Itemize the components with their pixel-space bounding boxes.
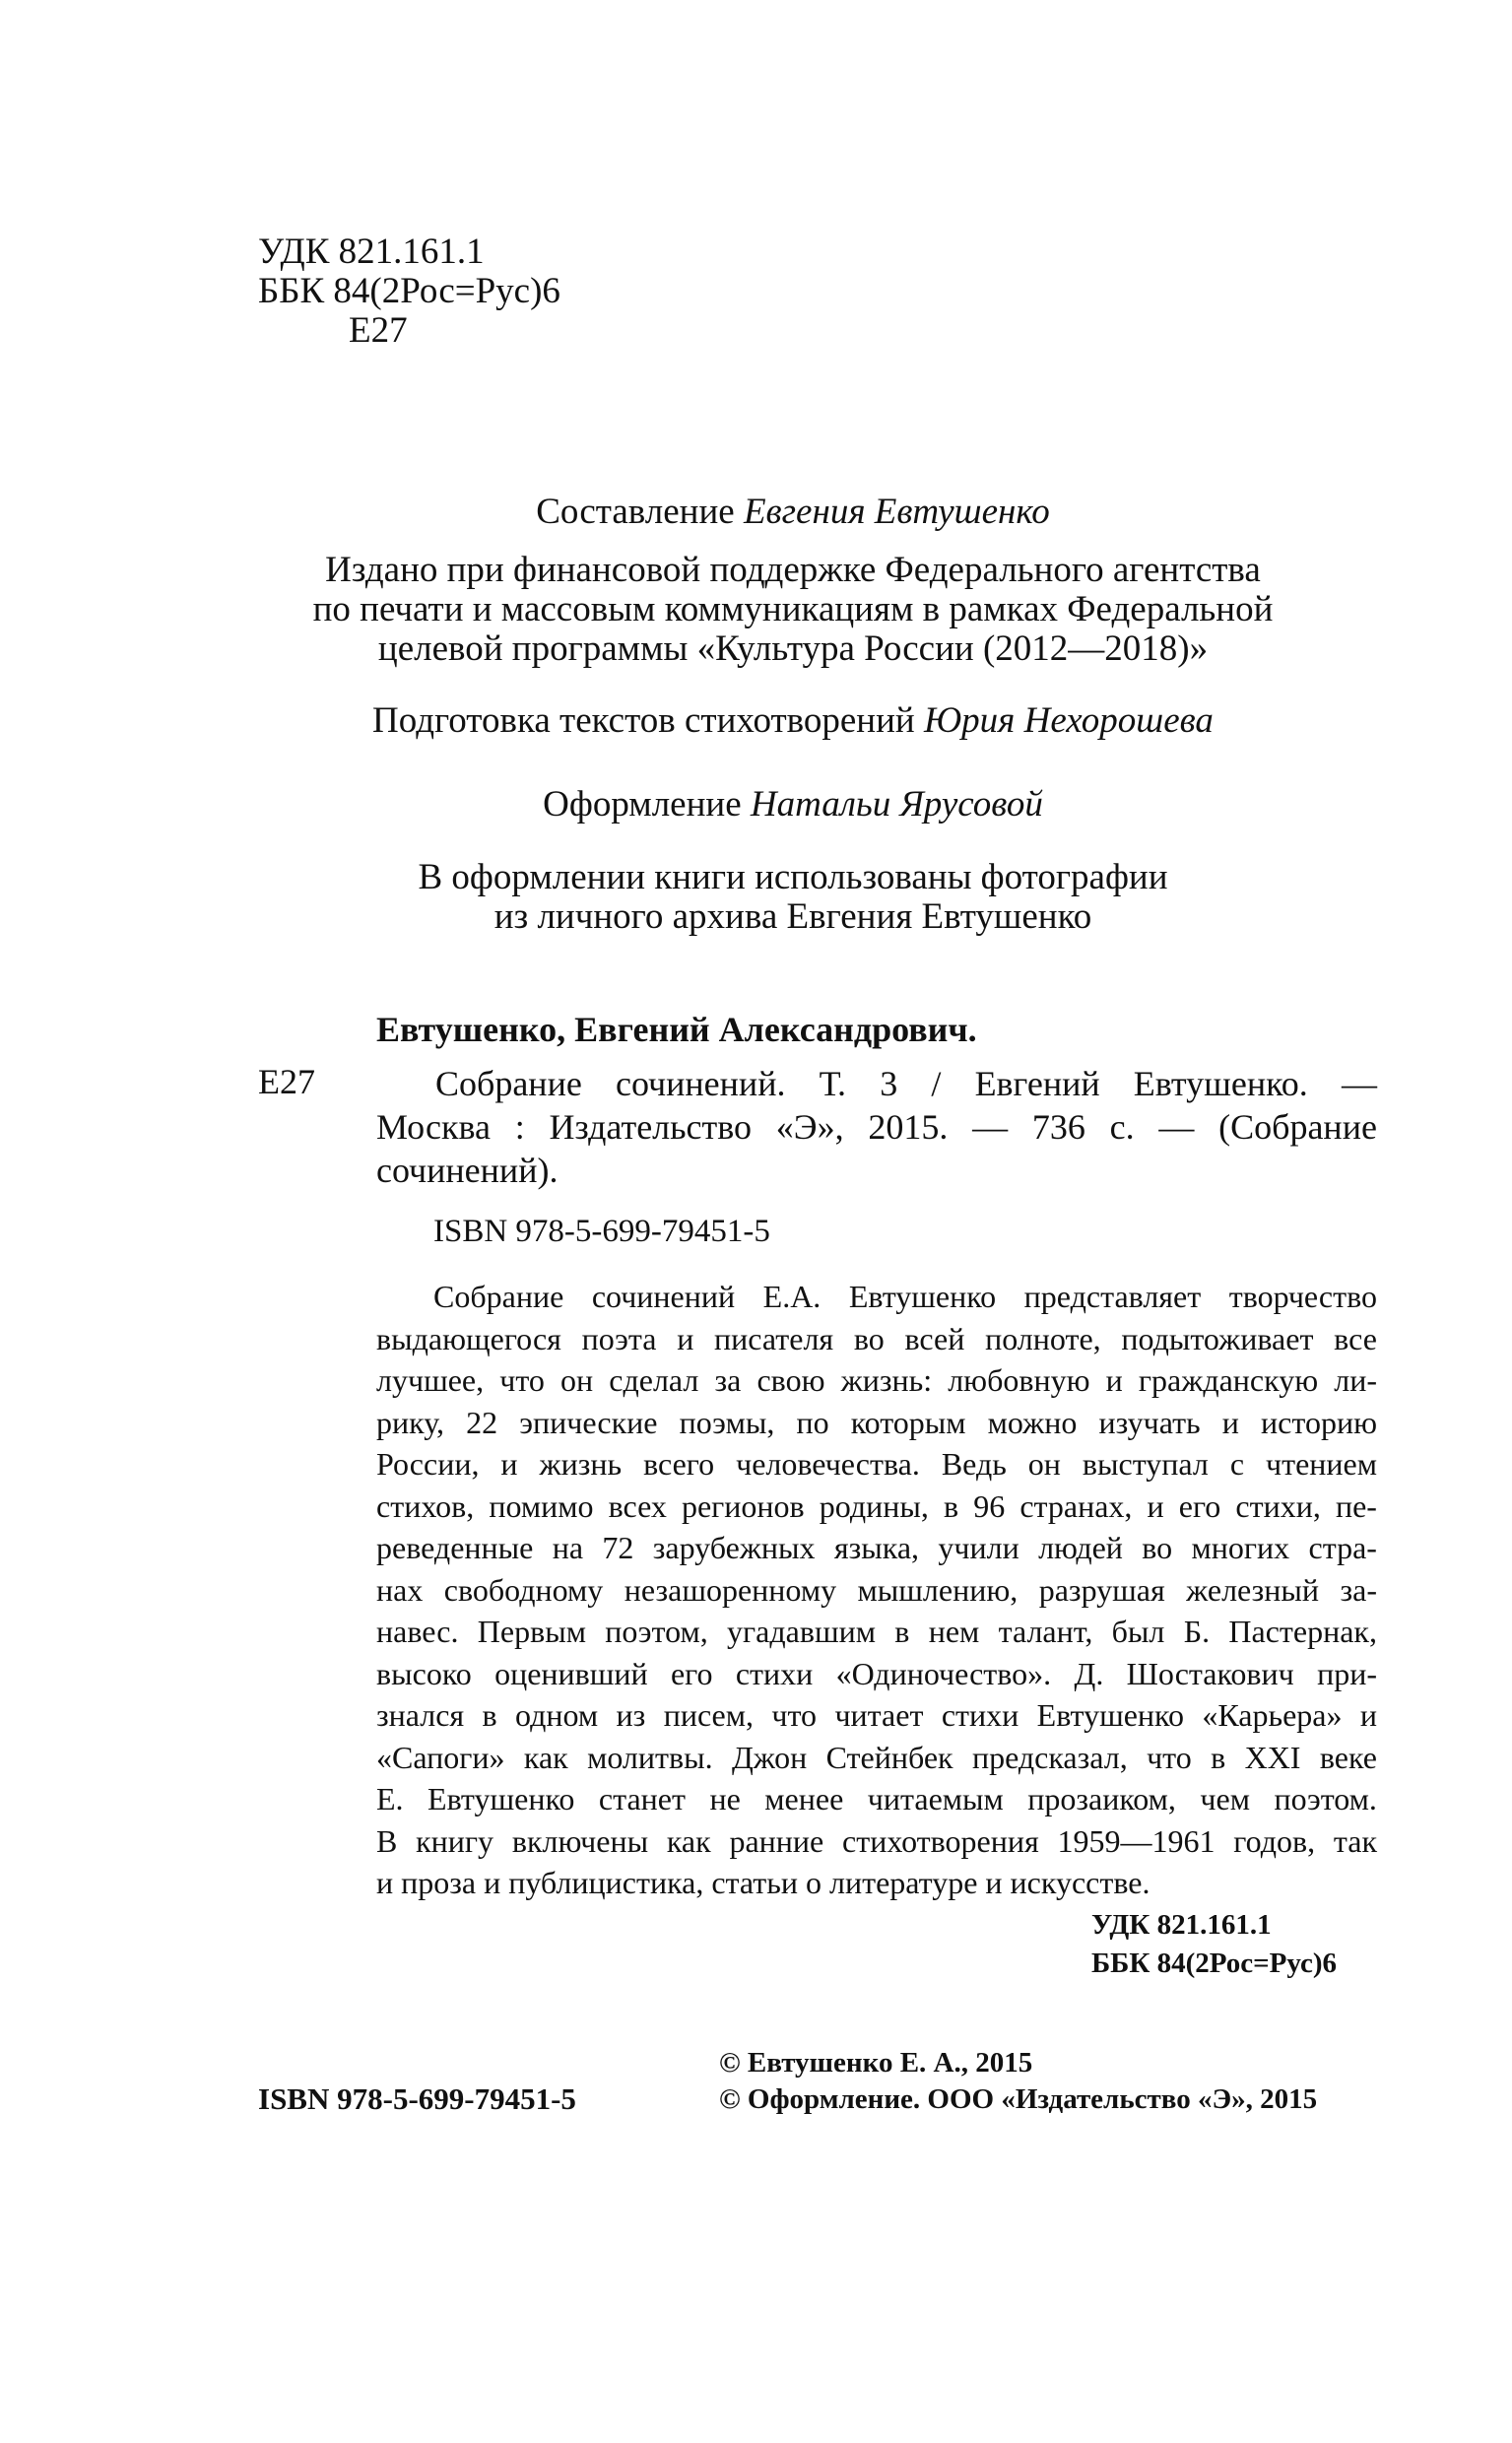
word: в xyxy=(943,1487,959,1524)
copyright-design: © Оформление. ООО «Издательство «Э», 2015 xyxy=(719,2083,1318,2115)
word: помимо xyxy=(489,1487,594,1524)
word: «Карьера» xyxy=(1202,1697,1343,1733)
word: высоко xyxy=(376,1655,472,1691)
word: Первым xyxy=(477,1614,586,1649)
word: «Одиночество». xyxy=(835,1655,1052,1691)
photo-credit: В оформлении книги использованы фотографии из личного архива Евгения Евтушенко xyxy=(418,857,1168,937)
support-statement: Издано при финансовой поддержке Федерального агентства по печати и массовым коммуникациям в рамках Федеральной целевой программы «Культура России (2012—2018)» xyxy=(312,550,1274,669)
word: как xyxy=(666,1822,711,1859)
editor-name: Юрия Нехорошева xyxy=(923,700,1214,741)
word: многих xyxy=(1191,1530,1290,1565)
word: 96 xyxy=(973,1487,1006,1524)
word: годов, xyxy=(1233,1822,1316,1859)
word: был xyxy=(1111,1614,1165,1649)
word: учили xyxy=(938,1530,1019,1565)
annotation-line xyxy=(376,1486,1377,1528)
udk-code: УДК 821.161.1 xyxy=(258,231,485,272)
word: изучать xyxy=(1098,1404,1201,1440)
word: незашоренному xyxy=(624,1571,837,1608)
word: с. xyxy=(1109,1107,1135,1147)
word: и xyxy=(1147,1487,1164,1524)
word: странах, xyxy=(1019,1487,1133,1524)
word: Евгений xyxy=(974,1064,1100,1103)
word: оценивший xyxy=(494,1655,648,1691)
word: Б. xyxy=(1183,1614,1211,1649)
word: писем, xyxy=(663,1697,754,1733)
word: Джон xyxy=(731,1739,808,1775)
word: талант, xyxy=(998,1614,1093,1649)
annotation-line xyxy=(376,1820,1377,1863)
compiler-name: Евгения Евтушенко xyxy=(743,492,1050,532)
annotation-line xyxy=(376,1318,1377,1360)
footer-udk: УДК 821.161.1 xyxy=(1091,1909,1272,1941)
word: книгу xyxy=(416,1822,494,1859)
bibliographic-line xyxy=(376,1149,1377,1192)
word: он xyxy=(1027,1446,1061,1482)
word: сочинений xyxy=(591,1279,736,1314)
word: языка, xyxy=(833,1530,920,1565)
word: можно xyxy=(987,1404,1078,1440)
word: поэмы, xyxy=(679,1404,775,1440)
word: регионов xyxy=(681,1487,805,1524)
word: Собрание xyxy=(435,1064,582,1103)
word: «Сапоги» xyxy=(376,1739,505,1775)
footer-isbn: ISBN 978-5-699-79451-5 xyxy=(258,2081,576,2116)
word: Шостакович xyxy=(1126,1655,1294,1691)
word: : xyxy=(514,1107,525,1147)
word: за xyxy=(714,1362,742,1398)
word: гражданскую xyxy=(1138,1362,1319,1398)
bibliographic-sign: Е27 xyxy=(258,1062,315,1101)
word: XXI xyxy=(1244,1739,1301,1775)
word: он xyxy=(560,1362,594,1398)
word: менее xyxy=(764,1781,844,1816)
isbn-record: ISBN 978-5-699-79451-5 xyxy=(433,1214,770,1249)
word: поэтом. xyxy=(1274,1781,1377,1816)
word: нем xyxy=(928,1614,980,1649)
word: сочинений). xyxy=(376,1151,559,1190)
word: нах xyxy=(376,1571,424,1608)
design-credit: Оформление Натальи Ярусовой xyxy=(543,784,1043,825)
word: стихи xyxy=(941,1697,1019,1733)
word: так xyxy=(1333,1822,1377,1859)
footer-classification-codes xyxy=(1091,1906,1337,1983)
word: с xyxy=(1229,1446,1245,1482)
word: веке xyxy=(1319,1739,1377,1775)
word: чем xyxy=(1200,1781,1250,1816)
word: и проза и публицистика, статьи о литературе и искусстве. xyxy=(376,1865,1150,1900)
word: на xyxy=(552,1530,584,1565)
bbk-code: ББК 84(2Рос=Рус)6 xyxy=(258,271,560,311)
word: одном xyxy=(515,1697,599,1733)
designer-name: Натальи Ярусовой xyxy=(750,784,1043,825)
word: читаемым xyxy=(867,1781,1004,1816)
word: Т. xyxy=(819,1064,847,1103)
annotation-line xyxy=(376,1276,1377,1318)
word: что xyxy=(771,1697,818,1733)
word: историю xyxy=(1261,1404,1377,1440)
word: выступал xyxy=(1082,1446,1209,1482)
word: (Собрание xyxy=(1218,1107,1377,1147)
annotation-line xyxy=(376,1402,1377,1444)
word: Е.А. xyxy=(762,1279,822,1314)
word: за- xyxy=(1340,1571,1377,1608)
word: и xyxy=(1221,1404,1239,1440)
word: разрушая xyxy=(1038,1571,1165,1608)
word: эпические xyxy=(519,1404,658,1440)
word: во xyxy=(853,1320,885,1356)
word: его xyxy=(670,1655,713,1691)
word: что xyxy=(1147,1739,1192,1775)
word: 1959—1961 xyxy=(1057,1822,1216,1859)
word: лучшее, xyxy=(376,1362,485,1398)
annotation-line xyxy=(376,1694,1377,1737)
annotation-line xyxy=(376,1737,1377,1779)
word: жизнь: xyxy=(840,1362,933,1398)
word: любовную xyxy=(948,1362,1090,1398)
word: чтением xyxy=(1265,1446,1377,1482)
word: поэтом, xyxy=(605,1614,708,1649)
word: стихотворения xyxy=(842,1822,1039,1859)
word: Москва xyxy=(376,1107,491,1147)
copyright-block xyxy=(719,2045,1317,2118)
word: 3 xyxy=(880,1064,898,1103)
word: прозаиком, xyxy=(1027,1781,1176,1816)
word: железный xyxy=(1186,1571,1320,1608)
word: сделал xyxy=(609,1362,699,1398)
word: писателя xyxy=(714,1320,834,1356)
word: стихов, xyxy=(376,1487,475,1524)
word: стихи xyxy=(735,1655,814,1691)
word: и xyxy=(1105,1362,1123,1398)
word: всех xyxy=(608,1487,667,1524)
text-preparation-credit: Подготовка текстов стихотворений Юрия Нехорошева xyxy=(372,700,1214,741)
word: — xyxy=(972,1107,1009,1147)
word: во xyxy=(1142,1530,1173,1565)
word: не xyxy=(709,1781,741,1816)
word: свою xyxy=(756,1362,825,1398)
word: угадавшим xyxy=(727,1614,876,1649)
word: Евтушенко xyxy=(1036,1697,1184,1733)
word: всего xyxy=(643,1446,715,1482)
word: и xyxy=(500,1446,518,1482)
word: Пастернак, xyxy=(1228,1614,1377,1649)
annotation-line xyxy=(376,1778,1377,1820)
word: рику, xyxy=(376,1404,445,1440)
word: и xyxy=(1359,1697,1377,1733)
word: читает xyxy=(834,1697,924,1733)
word: — xyxy=(1341,1064,1377,1103)
word: «Э», xyxy=(775,1107,844,1147)
word: человечества. xyxy=(736,1446,920,1482)
word: Издательство xyxy=(549,1107,753,1147)
word: Ведь xyxy=(941,1446,1007,1482)
word: 2015. xyxy=(868,1107,949,1147)
footer-bbk: ББК 84(2Рос=Рус)6 xyxy=(1091,1948,1338,1979)
word: Евтушенко xyxy=(848,1279,997,1314)
bibliographic-author-heading: Евтушенко, Евгений Александрович. xyxy=(376,1010,977,1049)
word: жизнь xyxy=(539,1446,623,1482)
word: Е. xyxy=(376,1781,404,1816)
classification-codes xyxy=(258,232,560,351)
word: России, xyxy=(376,1446,480,1482)
word: стихи, xyxy=(1235,1487,1321,1524)
word: ранние xyxy=(729,1822,824,1859)
annotation-line xyxy=(376,1653,1377,1695)
annotation-line xyxy=(376,1611,1377,1653)
word: которым xyxy=(850,1404,966,1440)
word: полноте, xyxy=(985,1320,1101,1356)
word: выдающегося xyxy=(376,1320,561,1356)
word: родины, xyxy=(819,1487,929,1524)
word: и xyxy=(677,1320,694,1356)
word: Стейнбек xyxy=(825,1739,953,1775)
word: предсказал, xyxy=(971,1739,1128,1775)
word: ли- xyxy=(1334,1362,1377,1398)
annotation-line xyxy=(376,1359,1377,1402)
word: в xyxy=(894,1614,910,1649)
word: все xyxy=(1334,1320,1377,1356)
word: его xyxy=(1178,1487,1221,1524)
word: творчество xyxy=(1228,1279,1377,1314)
word: представляет xyxy=(1023,1279,1202,1314)
word: по xyxy=(796,1404,829,1440)
word: пе- xyxy=(1335,1487,1377,1524)
word: 736 xyxy=(1031,1107,1085,1147)
word: — xyxy=(1158,1107,1195,1147)
compilation-credit: Составление Евгения Евтушенко xyxy=(536,492,1050,532)
word: / xyxy=(931,1064,942,1103)
word: что xyxy=(499,1362,545,1398)
word: в xyxy=(1211,1739,1226,1775)
word: включены xyxy=(511,1822,649,1859)
word: стра- xyxy=(1308,1530,1377,1565)
word: станет xyxy=(598,1781,686,1816)
author-sign: Е27 xyxy=(349,310,408,351)
word: подытоживает xyxy=(1121,1320,1314,1356)
word: реведенные xyxy=(376,1530,534,1565)
copyright-author: © Евтушенко Е. А., 2015 xyxy=(719,2047,1033,2079)
word: 72 xyxy=(602,1530,634,1565)
word: людей xyxy=(1038,1530,1123,1565)
word: Собрание xyxy=(433,1279,564,1314)
annotation-line xyxy=(376,1862,1377,1904)
word: всей xyxy=(904,1320,965,1356)
word: поэта xyxy=(581,1320,657,1356)
word: знался xyxy=(376,1697,465,1733)
bibliographic-line xyxy=(376,1105,1377,1149)
bibliographic-description xyxy=(376,1062,1377,1192)
word: в xyxy=(482,1697,497,1733)
word: Евтушенко. xyxy=(1133,1064,1308,1103)
word: из xyxy=(616,1697,646,1733)
word: навес. xyxy=(376,1614,459,1649)
word: Д. xyxy=(1074,1655,1104,1691)
bibliographic-line xyxy=(376,1062,1377,1105)
word: зарубежных xyxy=(652,1530,816,1565)
word: как xyxy=(523,1739,568,1775)
annotation-line xyxy=(376,1443,1377,1486)
word: молитвы. xyxy=(587,1739,713,1775)
annotation-line xyxy=(376,1569,1377,1612)
annotation-line xyxy=(376,1527,1377,1569)
word: 22 xyxy=(466,1404,498,1440)
word: свободному xyxy=(443,1571,604,1608)
word: мышлению, xyxy=(857,1571,1019,1608)
word: при- xyxy=(1317,1655,1377,1691)
annotation-paragraph xyxy=(376,1276,1377,1904)
word: В xyxy=(376,1822,398,1859)
word: сочинений. xyxy=(616,1064,786,1103)
word: Евтушенко xyxy=(427,1781,575,1816)
